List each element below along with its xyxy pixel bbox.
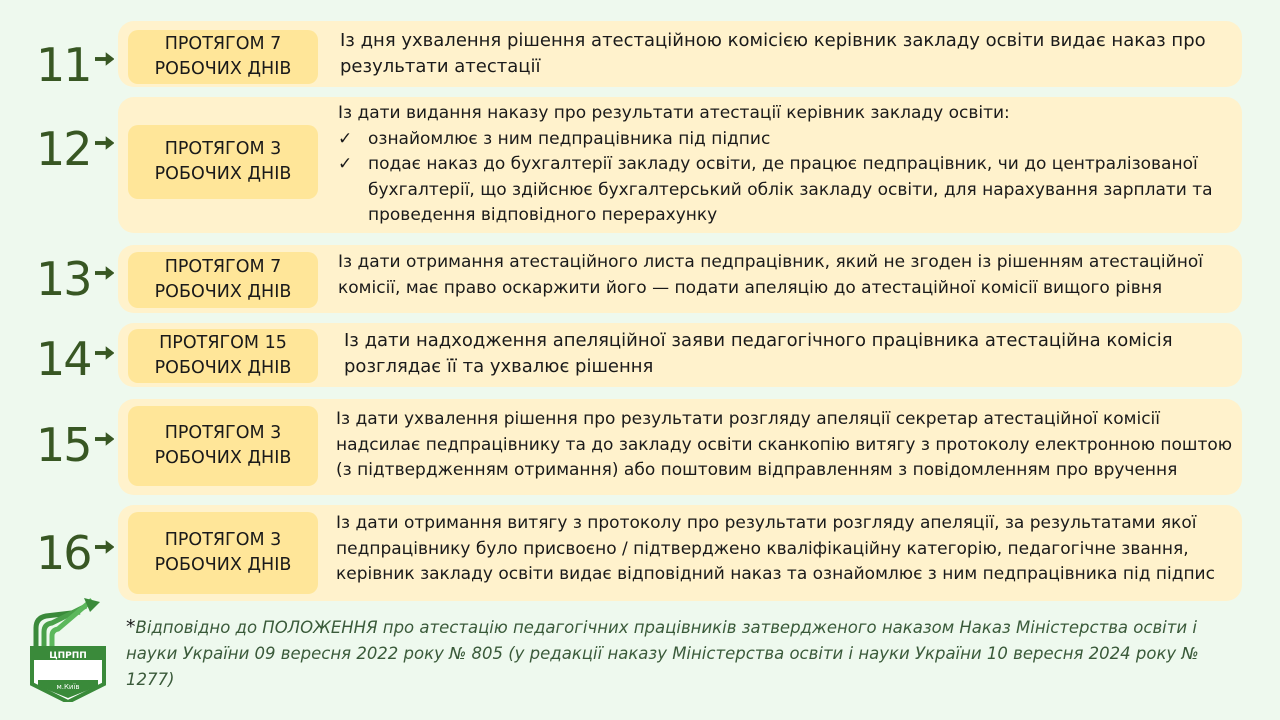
step-intro: Із дати видання наказу про результати атестації керівник закладу освіти:: [338, 103, 1010, 123]
term-line-1: ПРОТЯГОМ 15: [159, 333, 287, 353]
step-number: [36, 420, 114, 470]
checklist-item-text: подає наказ до бухгалтерії закладу освіти, де працює педпрацівник, чи до централізованої бухгалтерії, що здійснює бухгалтерський облік закладу освіти, для нарахування зарплати та проведення відповідного перерахунку: [368, 154, 1213, 225]
term-line-2: РОБОЧИХ ДНІВ: [154, 164, 292, 184]
arrow-right-icon: [95, 133, 114, 153]
organization-logo: [28, 598, 108, 702]
step-description: Із дня ухвалення рішення атестаційною комісією керівник закладу освіти видає наказ про результати атестації: [340, 30, 1206, 77]
term-line-2: РОБОЧИХ ДНІВ: [154, 358, 292, 378]
step-number-text: 16: [36, 526, 91, 580]
arrow-right-icon: [95, 429, 114, 449]
step-number: [36, 124, 114, 174]
step-card: [118, 97, 1242, 233]
checkmark-icon: ✓: [338, 154, 353, 174]
arrow-right-icon: [95, 49, 114, 69]
step-number: [36, 40, 114, 90]
checkmark-icon: ✓: [338, 128, 353, 149]
footnote: [126, 614, 1236, 693]
step-description: Із дати отримання витягу з протоколу про результати розгляду апеляції, за результатами якої педпрацівнику було присвоєно / підтверджено кваліфікаційну категорію, педагогічне звання, керівник закладу освіти видає відповідний наказ та ознайомлює з ним педпрацівника під підпис: [336, 513, 1215, 584]
term-badge: [128, 406, 318, 486]
step-description: Із дати ухвалення рішення про результати розгляду апеляції секретар атестаційної комісії надсилає педпрацівнику та до закладу освіти сканкопію витягу з протоколу електронною поштою (з підтвердженням отримання) або поштовим відправленням з повідомленням про вручення: [336, 409, 1233, 480]
step-number-text: 12: [36, 122, 91, 176]
step-number-text: 11: [36, 38, 91, 92]
step-card: [118, 505, 1242, 601]
term-badge: [128, 512, 318, 594]
term-line-1: ПРОТЯГОМ 7: [164, 257, 282, 277]
step-card: [118, 323, 1242, 387]
term-line-2: РОБОЧИХ ДНІВ: [154, 448, 292, 468]
term-badge: [128, 329, 318, 383]
step-card: [118, 21, 1242, 87]
step-description: [338, 101, 1238, 229]
step-number: [36, 254, 114, 304]
checklist-item: [338, 152, 1238, 229]
term-line-2: РОБОЧИХ ДНІВ: [154, 282, 292, 302]
step-number-text: 15: [36, 418, 91, 472]
step-card: [118, 399, 1242, 495]
step-description: Із дати надходження апеляційної заяви педагогічного працівника атестаційна комісія розглядає її та ухвалює рішення: [344, 330, 1173, 377]
step-number: [36, 334, 114, 384]
footnote-text: Відповідно до ПОЛОЖЕННЯ про атестацію педагогічних працівників затвердженого наказом Наказ Міністерства освіти і науки України 09 вересня 2022 року № 805 (у редакції наказу Міністерства освіти і науки України 10 вересня 2024 року № 1277): [126, 618, 1199, 689]
step-card: [118, 245, 1242, 313]
term-line-2: РОБОЧИХ ДНІВ: [154, 59, 292, 79]
logo-top-text: ЦПРПП: [49, 651, 87, 661]
arrow-right-icon: [95, 537, 114, 557]
step-number: [36, 528, 114, 578]
term-line-1: ПРОТЯГОМ 3: [164, 139, 282, 159]
term-line-1: ПРОТЯГОМ 3: [164, 530, 282, 550]
logo-bottom-text: м.Київ: [56, 683, 80, 691]
step-number-text: 14: [36, 332, 91, 386]
term-badge: [128, 252, 318, 308]
term-line-1: ПРОТЯГОМ 3: [164, 423, 282, 443]
checklist-item: [338, 127, 1238, 153]
term-line-1: ПРОТЯГОМ 7: [164, 34, 282, 54]
term-badge: [128, 30, 318, 84]
step-number-text: 13: [36, 252, 91, 306]
checklist-item-text: ознайомлює з ним педпрацівника під підпис: [368, 128, 771, 149]
term-badge: [128, 125, 318, 199]
footnote-star: *: [126, 616, 136, 638]
step-description: Із дати отримання атестаційного листа педпрацівник, який не згоден із рішенням атестаційної комісії, має право оскаржити його — подати апеляцію до атестаційної комісії вищого рівня: [338, 252, 1203, 298]
arrow-right-icon: [95, 343, 114, 363]
checklist: [338, 127, 1238, 229]
term-line-2: РОБОЧИХ ДНІВ: [154, 555, 292, 575]
arrow-right-icon: [95, 263, 114, 283]
